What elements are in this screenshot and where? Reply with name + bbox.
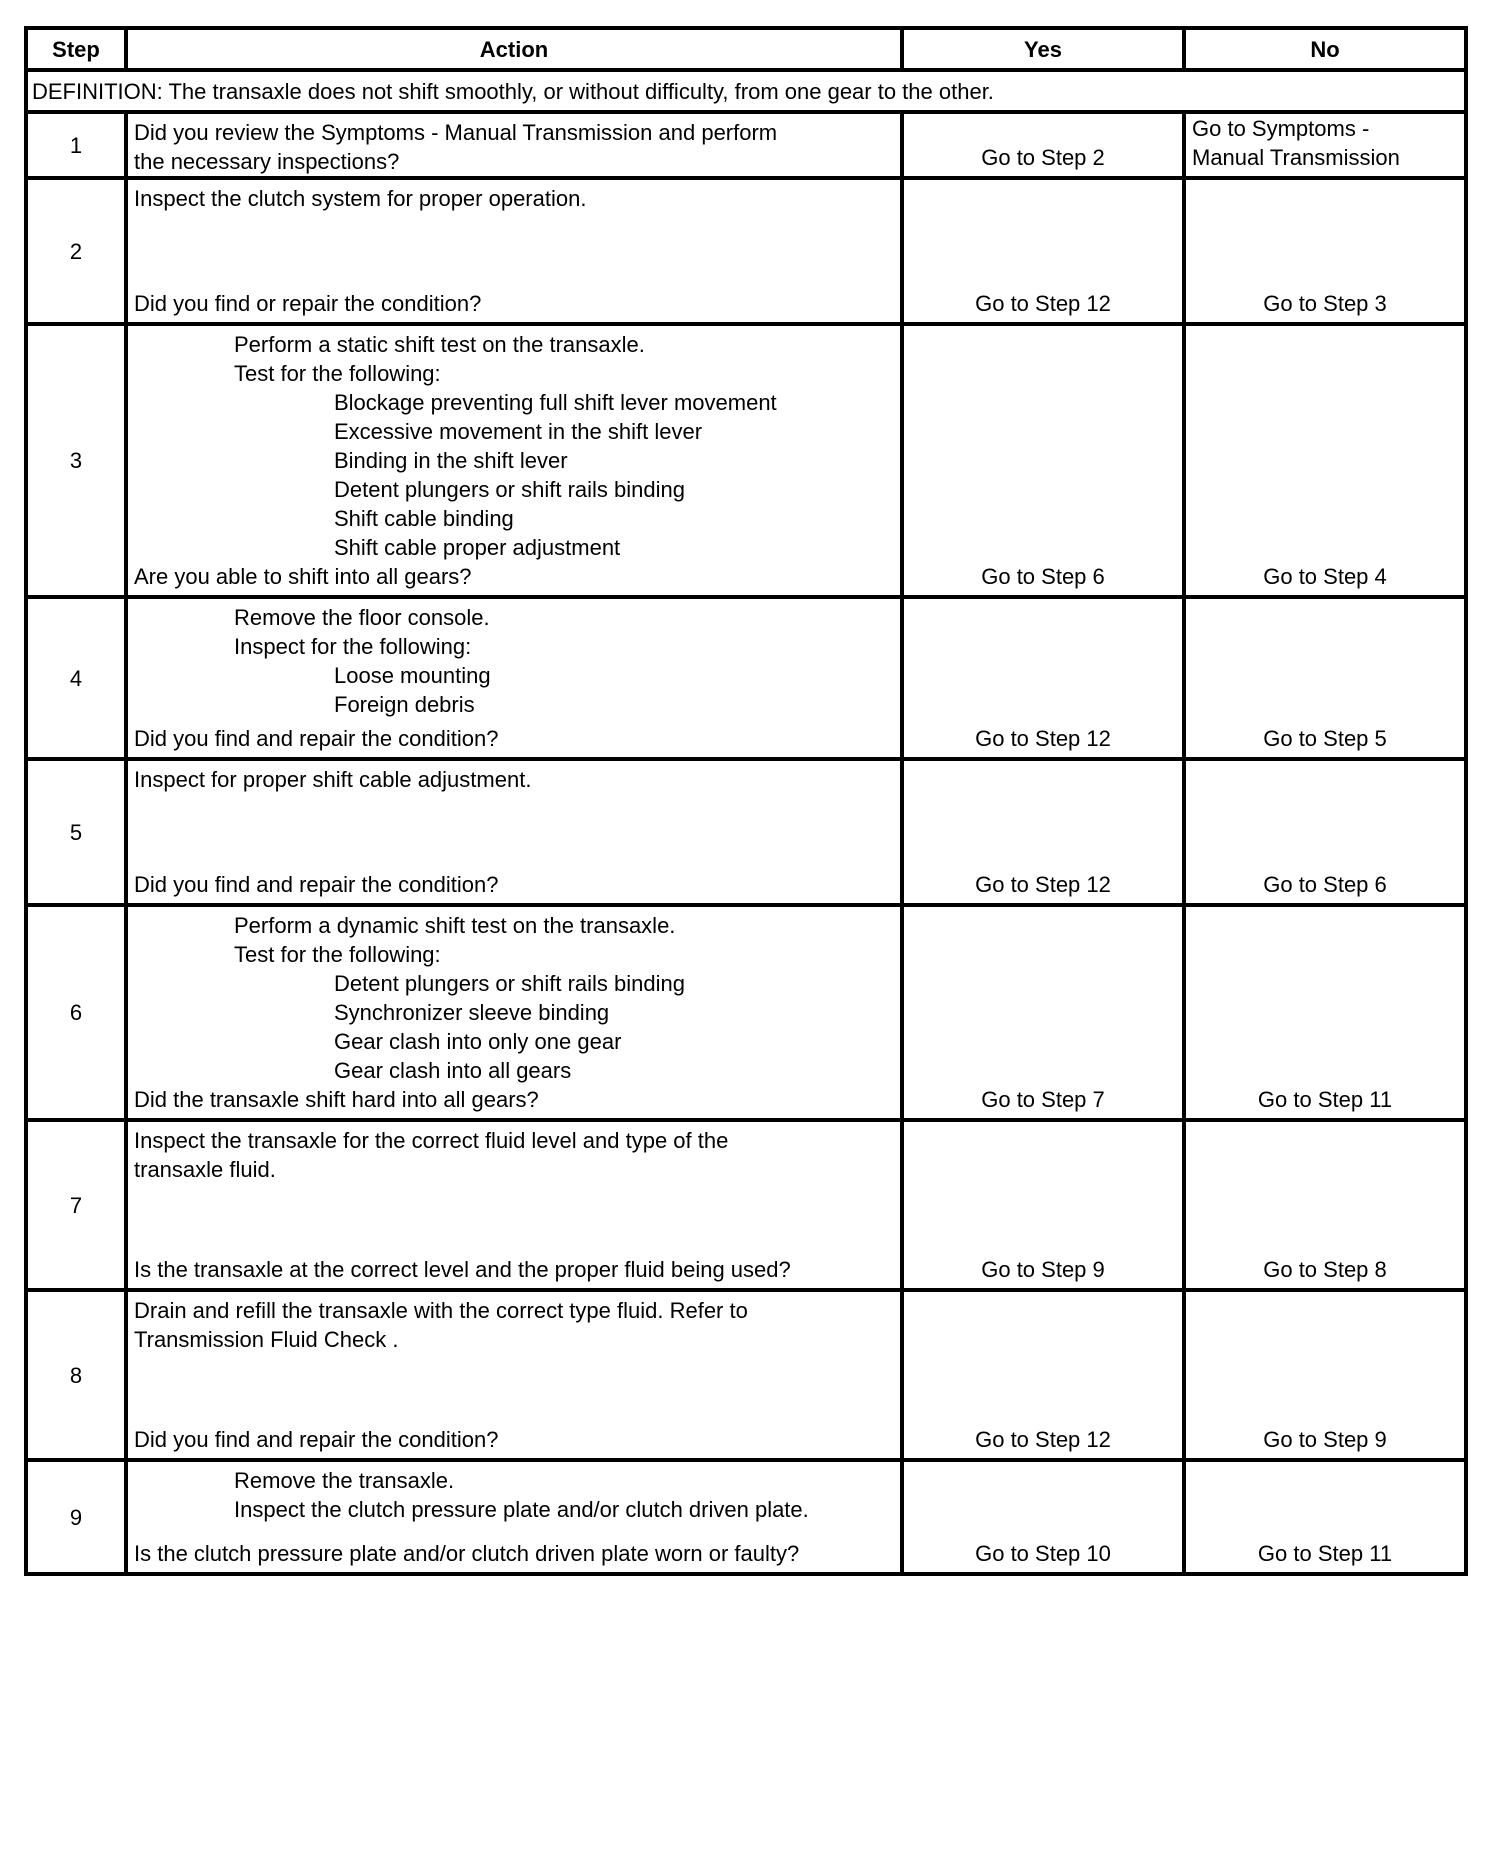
no-outcome: Go to Step 6	[1184, 759, 1466, 905]
action-cell	[126, 759, 902, 905]
action-line: Binding in the shift lever	[334, 448, 568, 473]
diagnostic-table	[24, 26, 1468, 1576]
table-row	[26, 324, 1466, 597]
yes-outcome: Go to Step 10	[902, 1460, 1184, 1574]
action-cell	[126, 112, 902, 178]
yes-outcome: Go to Step 12	[902, 759, 1184, 905]
yes-outcome: Go to Step 9	[902, 1120, 1184, 1290]
action-line: Inspect the clutch system for proper operation.	[134, 186, 587, 211]
step-number: 2	[26, 178, 126, 324]
action-line: Drain and refill the transaxle with the correct type fluid. Refer to	[134, 1298, 748, 1323]
action-line: Foreign debris	[334, 692, 475, 717]
no-outcome-line: Manual Transmission	[1192, 145, 1400, 170]
table-row	[26, 112, 1466, 178]
action-cell	[126, 905, 902, 1120]
action-cell	[126, 1120, 902, 1290]
definition-text: DEFINITION: The transaxle does not shift smoothly, or without difficulty, from one gear to the other.	[26, 70, 1466, 112]
action-cell	[126, 1290, 902, 1460]
no-outcome: Go to Step 4	[1184, 324, 1466, 597]
header-yes: Yes	[902, 28, 1184, 70]
action-question: Is the clutch pressure plate and/or clutch driven plate worn or faulty?	[134, 1541, 800, 1566]
action-line: Perform a dynamic shift test on the transaxle.	[234, 913, 676, 938]
header-step: Step	[26, 28, 126, 70]
header-no: No	[1184, 28, 1466, 70]
action-line: Gear clash into all gears	[334, 1058, 572, 1083]
step-number: 9	[26, 1460, 126, 1574]
action-line: Detent plungers or shift rails binding	[334, 971, 685, 996]
step-number: 6	[26, 905, 126, 1120]
action-question: Did you find and repair the condition?	[134, 1427, 499, 1452]
action-question: Did you find and repair the condition?	[134, 872, 499, 897]
action-question: Did the transaxle shift hard into all gears?	[134, 1087, 539, 1112]
action-line: transaxle fluid.	[134, 1157, 276, 1182]
action-line: Test for the following:	[234, 942, 441, 967]
action-line: Loose mounting	[334, 663, 491, 688]
action-line: Blockage preventing full shift lever movement	[334, 390, 777, 415]
no-outcome: Go to Step 5	[1184, 597, 1466, 759]
action-line: Perform a static shift test on the transaxle.	[234, 332, 645, 357]
action-line: Excessive movement in the shift lever	[334, 419, 703, 444]
action-line: Transmission Fluid Check .	[134, 1327, 399, 1352]
action-cell	[126, 178, 902, 324]
action-line: Gear clash into only one gear	[334, 1029, 622, 1054]
action-line: Remove the transaxle.	[234, 1468, 455, 1493]
table-row	[26, 1290, 1466, 1460]
no-outcome-line: Go to Symptoms -	[1192, 116, 1370, 141]
diagnostic-table-page	[24, 26, 1464, 1576]
no-outcome	[1184, 112, 1466, 178]
yes-outcome: Go to Step 6	[902, 324, 1184, 597]
no-outcome: Go to Step 3	[1184, 178, 1466, 324]
action-question: Did you find and repair the condition?	[134, 726, 499, 751]
table-row	[26, 905, 1466, 1120]
action-line: Inspect the transaxle for the correct fluid level and type of the	[134, 1128, 729, 1153]
no-outcome: Go to Step 8	[1184, 1120, 1466, 1290]
table-row	[26, 178, 1466, 324]
action-cell	[126, 324, 902, 597]
step-number: 4	[26, 597, 126, 759]
action-line: Inspect for the following:	[234, 634, 472, 659]
yes-outcome: Go to Step 12	[902, 178, 1184, 324]
step-number: 7	[26, 1120, 126, 1290]
action-line: Inspect the clutch pressure plate and/or clutch driven plate.	[234, 1497, 809, 1522]
action-question: Did you find or repair the condition?	[134, 291, 482, 316]
action-line: Test for the following:	[234, 361, 441, 386]
yes-outcome: Go to Step 12	[902, 1290, 1184, 1460]
table-row	[26, 1460, 1466, 1574]
action-cell	[126, 597, 902, 759]
action-line: Shift cable proper adjustment	[334, 535, 621, 560]
action-cell	[126, 1460, 902, 1574]
no-outcome: Go to Step 11	[1184, 905, 1466, 1120]
header-action: Action	[126, 28, 902, 70]
action-line: Inspect for proper shift cable adjustment.	[134, 767, 532, 792]
step-number: 8	[26, 1290, 126, 1460]
no-outcome: Go to Step 11	[1184, 1460, 1466, 1574]
no-outcome: Go to Step 9	[1184, 1290, 1466, 1460]
step-number: 1	[26, 112, 126, 178]
action-line: Detent plungers or shift rails binding	[334, 477, 685, 502]
yes-outcome: Go to Step 7	[902, 905, 1184, 1120]
action-line: Did you review the Symptoms - Manual Transmission and perform	[134, 120, 778, 145]
table-row	[26, 597, 1466, 759]
yes-outcome: Go to Step 12	[902, 597, 1184, 759]
step-number: 3	[26, 324, 126, 597]
action-line: Synchronizer sleeve binding	[334, 1000, 610, 1025]
table-row	[26, 759, 1466, 905]
header-row	[26, 28, 1466, 70]
step-number: 5	[26, 759, 126, 905]
definition-row	[26, 70, 1466, 112]
action-line: Remove the floor console.	[234, 605, 490, 630]
action-line: Shift cable binding	[334, 506, 514, 531]
action-question: Is the transaxle at the correct level and the proper fluid being used?	[134, 1257, 791, 1282]
yes-outcome: Go to Step 2	[902, 112, 1184, 178]
action-question: Are you able to shift into all gears?	[134, 564, 472, 589]
action-line: the necessary inspections?	[134, 149, 400, 174]
table-row	[26, 1120, 1466, 1290]
